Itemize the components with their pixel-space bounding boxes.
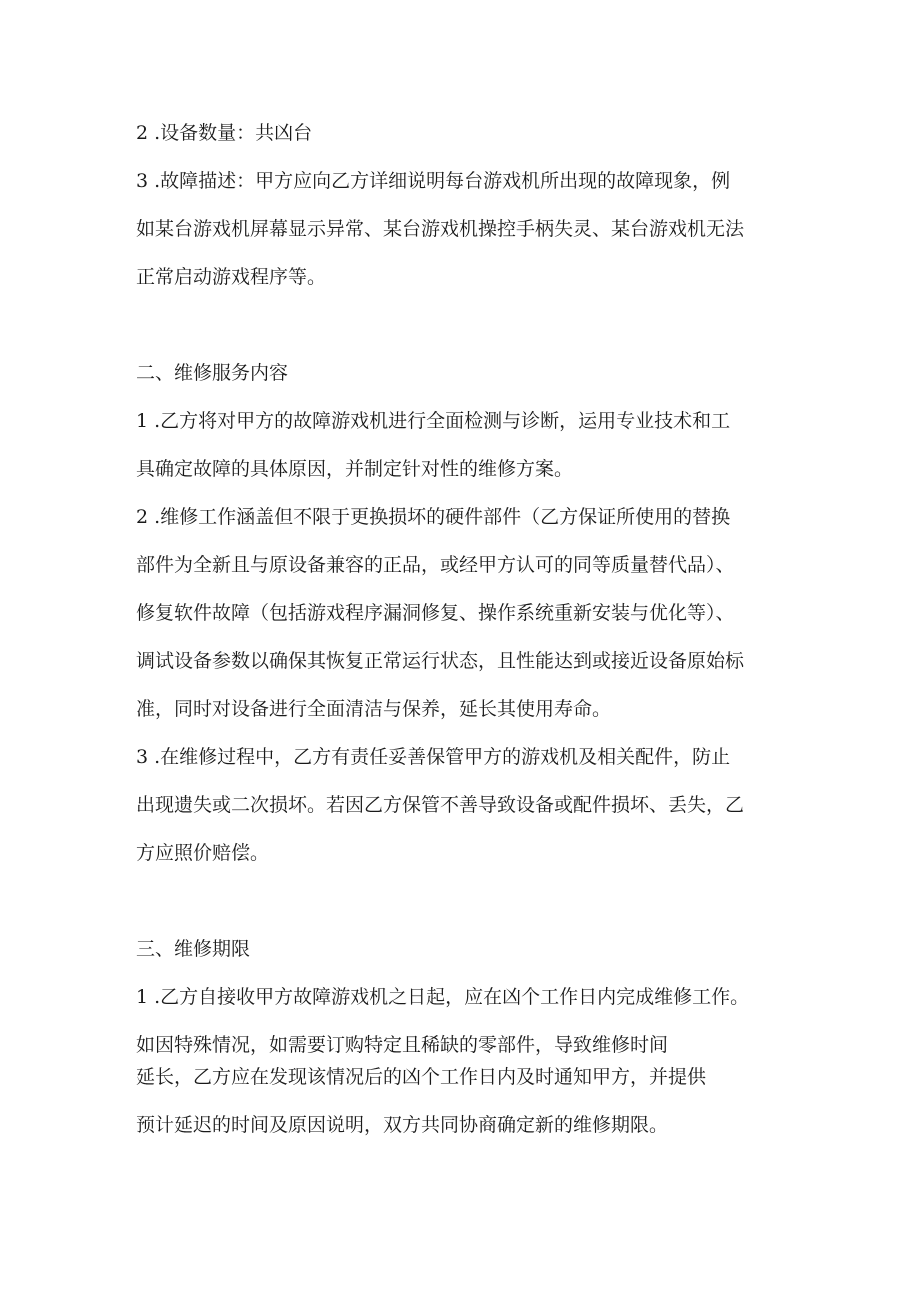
item-repair-deadline: 1 .乙方自接收甲方故障游戏机之日起，应在凶个工作日内完成维修工作。 [136,986,750,1008]
item-custody-cont-2: 方应照价赔偿。 [136,842,270,864]
section-heading-repair-period: 三、维修期限 [136,938,251,960]
item-fault-description-cont-2: 正常启动游戏程序等。 [136,266,327,288]
item-special-circumstances-cont-2: 预计延迟的时间及原因说明，双方共同协商确定新的维修期限。 [136,1114,669,1136]
item-repair-scope-cont-4: 准，同时对设备进行全面清洁与保养，延长其使用寿命。 [136,698,612,720]
item-diagnosis: 1 .乙方将对甲方的故障游戏机进行全面检测与诊断，运用专业技术和工 [136,410,731,432]
item-special-circumstances: 如因特殊情况，如需要订购特定且稀缺的零部件，导致维修时间 [136,1034,669,1056]
item-fault-description: 3 .故障描述：甲方应向乙方详细说明每台游戏机所出现的故障现象，例 [136,170,731,192]
item-equipment-quantity: 2 .设备数量：共凶台 [136,122,313,144]
item-special-circumstances-cont-1: 延长，乙方应在发现该情况后的凶个工作日内及时通知甲方，并提供 [136,1066,707,1088]
item-diagnosis-cont: 具确定故障的具体原因，并制定针对性的维修方案。 [136,458,574,480]
item-repair-scope-cont-3: 调试设备参数以确保其恢复正常运行状态，且性能达到或接近设备原始标 [136,650,745,672]
section-heading-service-content: 二、维修服务内容 [136,362,289,384]
item-repair-scope-cont-1: 部件为全新且与原设备兼容的正品，或经甲方认可的同等质量替代品）、 [136,554,735,576]
item-custody: 3 .在维修过程中，乙方有责任妥善保管甲方的游戏机及相关配件，防止 [136,746,731,768]
item-repair-scope: 2 .维修工作涵盖但不限于更换损坏的硬件部件（乙方保证所使用的替换 [136,506,731,528]
item-fault-description-cont-1: 如某台游戏机屏幕显示异常、某台游戏机操控手柄失灵、某台游戏机无法 [136,218,745,240]
item-custody-cont-1: 出现遗失或二次损坏。若因乙方保管不善导致设备或配件损坏、丢失，乙 [136,794,745,816]
item-repair-scope-cont-2: 修复软件故障（包括游戏程序漏洞修复、操作系统重新安装与优化等）、 [136,602,735,624]
